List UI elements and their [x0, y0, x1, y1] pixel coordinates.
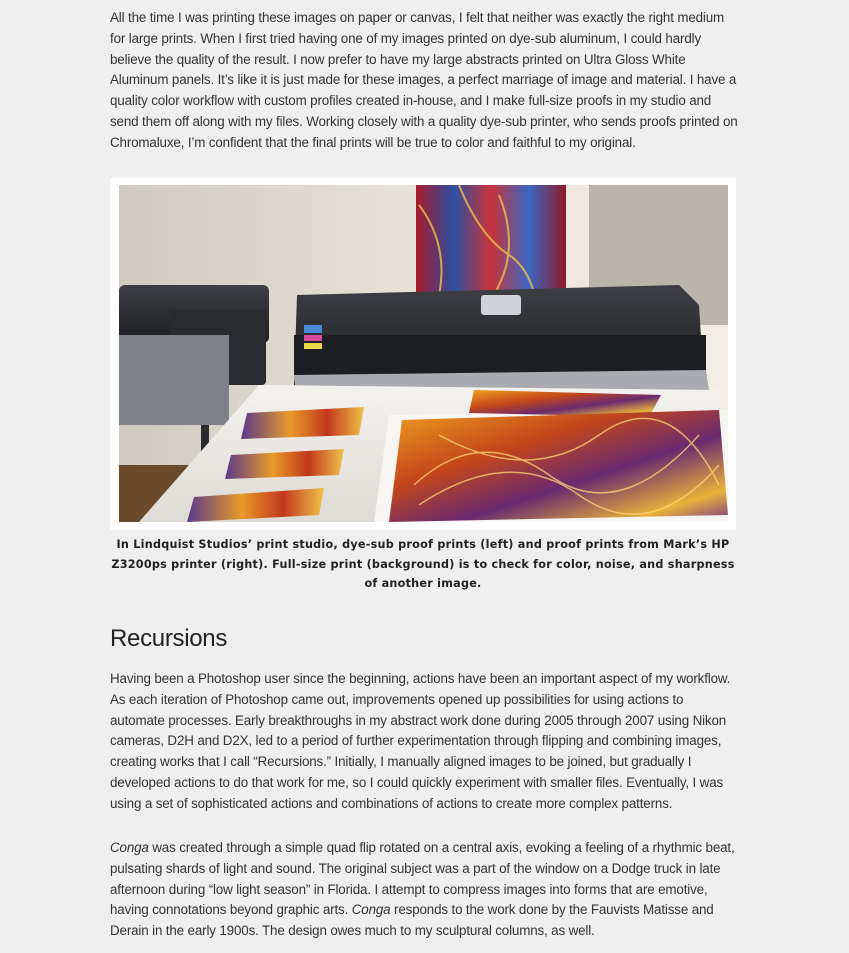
paragraph-text: was created through a simple quad flip rotated on a central axis, evoking a feeling of a rhythmic beat, pulsating shards of light and sound. The original subject was a part of the window on a Dodge truck in late afternoon during “low light season” in Florida. I attempt to compress images into forms that are emotive, having connotations beyond graphic arts. [110, 840, 735, 918]
artwork-title: Conga [351, 902, 391, 918]
section-paragraph-2 [110, 838, 738, 942]
figure [110, 178, 736, 530]
artwork-title: Conga [110, 840, 149, 855]
section-heading: Recursions [110, 625, 228, 652]
figure-caption: In Lindquist Studios’ print studio, dye-sub proof prints (left) and proof prints from Mark’s HP Z3200ps printer (right). Full-size print (background) is to check for color, noise, and sharpness of another image. [111, 538, 735, 590]
intro-paragraph: All the time I was printing these images on paper or canvas, I felt that neither was exactly the right medium for large prints. When I first tried having one of my images printed on dye-sub aluminum, I could hardly believe the quality of the result. I now prefer to have my large abstracts printed on Ultra Gloss White Aluminum panels. It’s like it is just made for these images, a perfect marriage of image and material. I have a quality color workflow with custom profiles created in-house, and I make full-size proofs in my studio and send them off along with my files. Working closely with a quality dye-sub printer, who sends proofs printed on Chromaluxe, I’m confident that the final prints will be true to color and faithful to my original. [110, 10, 738, 150]
section-paragraph-1: Having been a Photoshop user since the beginning, actions have been an important aspect of my workflow. As each iteration of Photoshop came out, improvements opened up possibilities for using actions to automate processes. Early breakthroughs in my abstract work done during 2005 through 2007 using Nikon cameras, D2H and D2X, led to a period of further experimentation through flipping and combining images, creating works that I call “Recursions.” Initially, I manually aligned images to be joined, but gradually I developed actions to do that work for me, so I could quickly experiment with smaller files. Eventually, I was using a set of sophisticated actions and combinations of actions to create more complex patterns. [110, 671, 731, 811]
print-studio-photo [119, 185, 728, 522]
paragraph-text: responds to the work done by the Fauvists Matisse and Derain in the early 1900s. The design owes much to my sculptural columns, as well. [110, 902, 714, 939]
